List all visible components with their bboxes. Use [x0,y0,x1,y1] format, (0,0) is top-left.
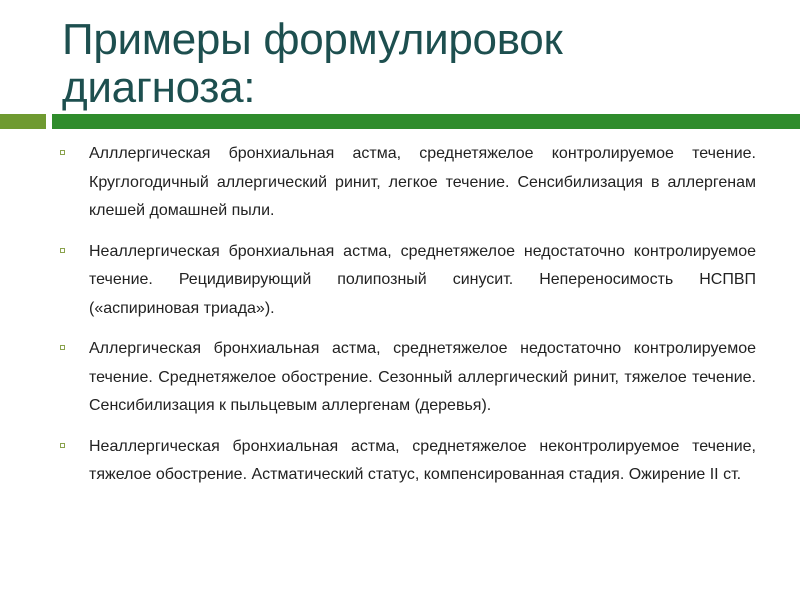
list-item-text: Алллергическая бронхиальная астма, среднетяжелое контролируемое течение. Круглогодичный аллергический ринит, легкое течение. Сенсибилизация в аллергенам клешей домашней пыли. [89,145,756,219]
list-item-text: Неаллергическая бронхиальная астма, среднетяжелое неконтролируемое течение, тяжелое обострение. Астматический статус, компенсированная стадия. Ожирение II ст. [89,437,756,483]
list-item [56,238,756,324]
slide-title-line-2: диагноза: [62,63,256,112]
square-bullet-icon [60,345,65,350]
title-rule [52,114,800,129]
list-item [56,335,756,421]
list-item-text: Неаллергическая бронхиальная астма, среднетяжелое недостаточно контролируемое течение. Рецидивирующий полипозный синусит. Непереносимость НСПВП («аспириновая триада»). [89,242,756,317]
list-item-text: Аллергическая бронхиальная астма, среднетяжелое недостаточно контролируемое течение. Среднетяжелое обострение. Сезонный аллергический ринит, тяжелое течение. Сенсибилизация к пыльцевым аллергенам (деревья). [89,340,756,414]
slide-title-line-1: Примеры формулировок [62,15,563,64]
square-bullet-icon [60,443,65,448]
slide-title [62,16,762,112]
list-item [56,140,756,226]
diagnosis-list [56,140,756,502]
square-bullet-icon [60,248,65,253]
square-bullet-icon [60,150,65,155]
list-item [56,433,756,490]
title-rule-accent [0,114,46,129]
